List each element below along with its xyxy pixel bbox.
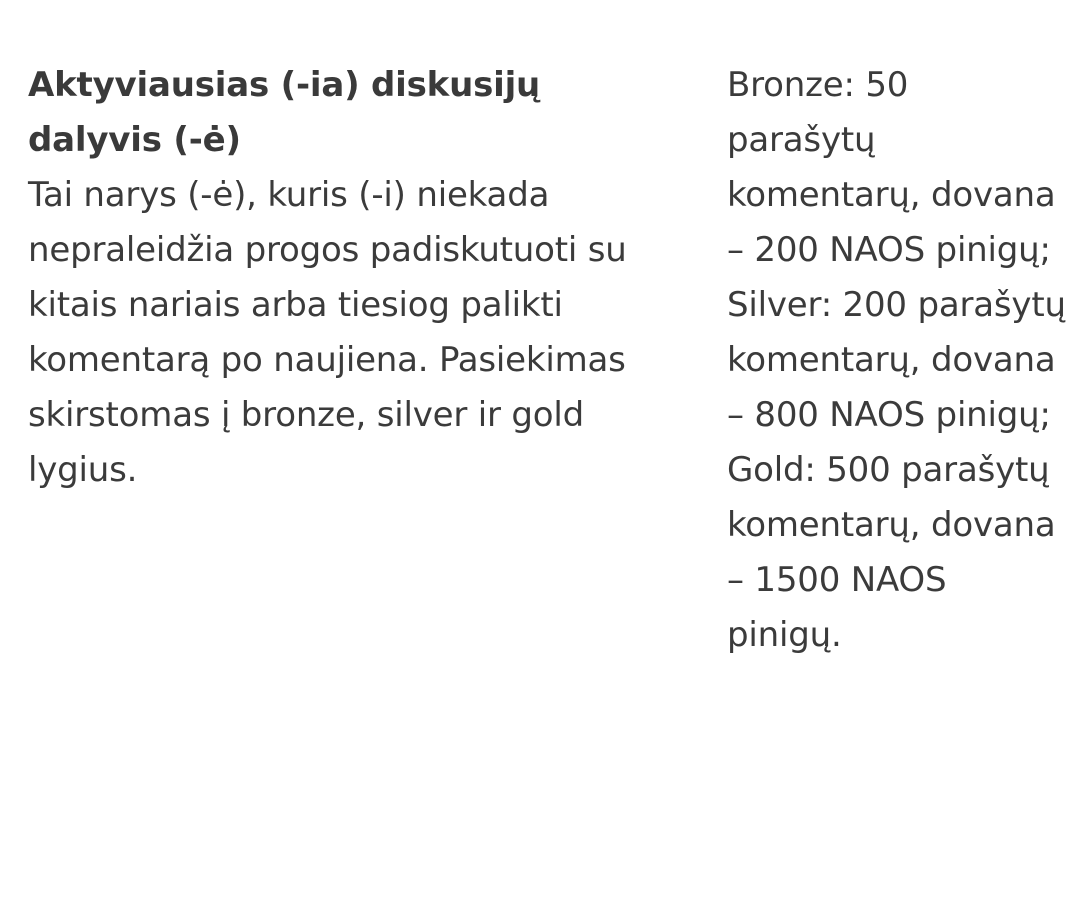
achievement-tiers — [727, 58, 1067, 663]
achievement-info — [28, 58, 678, 498]
achievement-title: Aktyviausias (-ia) diskusijų dalyvis (-ė) — [28, 65, 541, 160]
tier-gold: Gold: 500 parašytų komentarų, dovana – 1500 NAOS pinigų. — [727, 450, 1056, 655]
tier-silver: Silver: 200 parašytų komentarų, dovana – 800 NAOS pinigų; — [727, 285, 1066, 435]
achievement-description: Tai narys (-ė), kuris (-i) niekada nepraleidžia progos padiskutuoti su kitais nariais arba tiesiog palikti komentarą po naujiena. Pasiekimas skirstomas į bronze, silver ir gold lygius. — [28, 175, 627, 490]
tier-bronze: Bronze: 50 parašytų komentarų, dovana – 200 NAOS pinigų; — [727, 65, 1056, 270]
